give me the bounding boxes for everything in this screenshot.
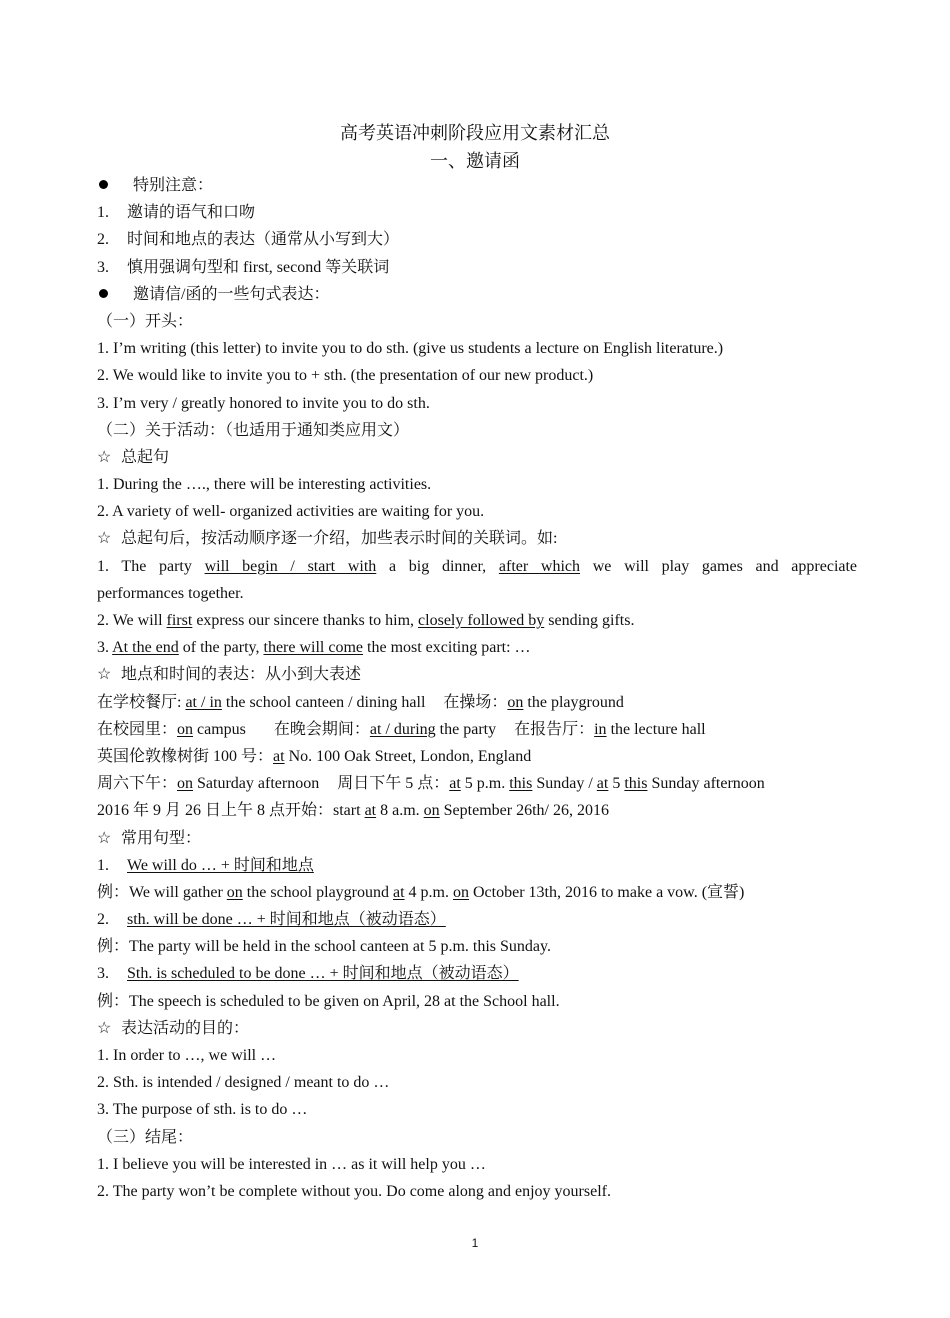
star-icon: ☆ — [97, 448, 112, 466]
list-item: 3. The purpose of sth. is to do … — [97, 1101, 308, 1119]
page-number: 1 — [471, 1236, 479, 1250]
ending-heading: （三）结尾： — [97, 1128, 194, 1146]
star-icon: ☆ — [97, 666, 112, 684]
pattern-item: 2. sth. will be done … + 时间和地点（被动语态） — [97, 911, 446, 929]
list-item: 3. At the end of the party, there will come the most exciting part: … — [97, 639, 531, 657]
purpose-heading-line: ☆ 表达活动的目的： — [97, 1015, 857, 1042]
order-heading-line: ☆ 总起句后，按活动顺序逐一介绍，加些表示时间的关联词。如: — [97, 525, 857, 552]
document-body — [97, 172, 857, 1205]
bullet-icon — [99, 180, 108, 189]
list-item: 2. Sth. is intended / designed / meant to do … — [97, 1074, 390, 1092]
list-item: 1. In order to …, we will … — [97, 1047, 277, 1064]
pattern-example: 例：We will gather on the school playground at 4 p.m. on October 13th, 2016 to make a vow. (宣誓) — [97, 883, 745, 901]
notes-heading-line: 特别注意： — [97, 172, 857, 199]
list-item: 2. The party won’t be complete without you. Do come along and enjoy yourself. — [97, 1182, 611, 1200]
patterns-heading-line: ☆ 常用句型： — [97, 825, 857, 852]
pattern-item: 3. Sth. is scheduled to be done … + 时间和地点（被动语态） — [97, 965, 519, 983]
list-item: 2. We would like to invite you to + sth. (the presentation of our new product.) — [97, 367, 594, 385]
pattern-example: 例：The party will be held in the school canteen at 5 p.m. this Sunday. — [97, 938, 551, 956]
place-example: 英国伦敦橡树街 100 号：at No. 100 Oak Street, London, England — [97, 747, 532, 765]
expr-heading-line: 邀请信/函的一些句式表达： — [97, 281, 857, 308]
opening-heading: （一）开头： — [97, 312, 194, 330]
place-example: 在学校餐厅: at / in the school canteen / dining hall 在操场：on the playground — [97, 693, 624, 711]
list-item: 2. We will first express our sincere thanks to him, closely followed by sending gifts. — [97, 612, 635, 629]
place-example: 在校园里：on campus 在晚会期间：at / during the party 在报告厅：in the lecture hall — [97, 720, 706, 738]
place-example: 周六下午：on Saturday afternoon 周日下午 5 点：at 5 p.m. this Sunday / at 5 this Sunday afternoon — [97, 775, 765, 793]
general-heading-line: ☆ 总起句 — [97, 444, 857, 471]
list-item: 1. During the …., there will be interesting activities. — [97, 476, 432, 494]
star-icon: ☆ — [97, 1019, 112, 1037]
list-item: 2. A variety of well- organized activities are waiting for you. — [97, 503, 485, 521]
list-item: 3. I’m very / greatly honored to invite you to do sth. — [97, 394, 430, 412]
list-item: 1. I’m writing (this letter) to invite you to do sth. (give us students a lecture on English literature.) — [97, 340, 724, 358]
list-item: 1. The party will begin / start with a big dinner, after which we will play games and appreciate — [97, 557, 857, 575]
bullet-icon — [99, 289, 108, 298]
list-item-continued: performances together. — [97, 584, 244, 602]
list-item: 2. 时间和地点的表达（通常从小写到大） — [97, 231, 400, 249]
pattern-example: 例：The speech is scheduled to be given on April, 28 at the School hall. — [97, 992, 560, 1010]
pattern-item: 1. We will do … + 时间和地点 — [97, 856, 314, 874]
list-item: 1. I believe you will be interested in … as it will help you … — [97, 1155, 486, 1173]
star-icon: ☆ — [97, 530, 112, 548]
place-heading-line: ☆ 地点和时间的表达：从小到大表述 — [97, 661, 857, 688]
list-item: 3. 慎用强调句型和 first, second 等关联词 — [97, 258, 390, 276]
star-icon: ☆ — [97, 829, 112, 847]
section-title: 一、邀请函 — [430, 151, 520, 171]
activity-heading: （二）关于活动：（也适用于通知类应用文） — [97, 421, 410, 439]
document-title: 高考英语冲刺阶段应用文素材汇总 — [340, 123, 610, 143]
place-example: 2016 年 9 月 26 日上午 8 点开始：start at 8 a.m. on September 26th/ 26, 2016 — [97, 802, 609, 820]
list-item: 1. 邀请的语气和口吻 — [97, 204, 256, 222]
